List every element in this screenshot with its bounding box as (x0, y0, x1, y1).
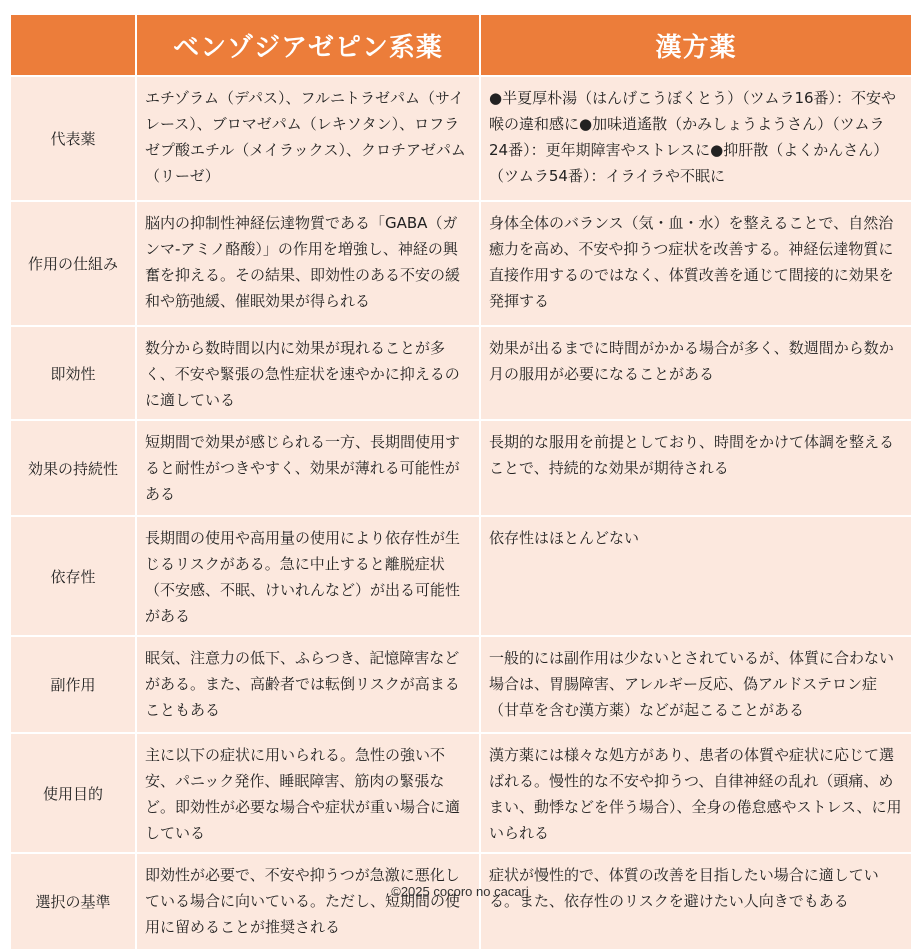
benzo-cell: 眠気、注意力の低下、ふらつき、記憶障害などがある。また、高齢者では転倒リスクが高まることもある (136, 636, 480, 733)
benzo-cell: エチゾラム（デパス）、フルニトラゼパム（サイレース）、ブロマゼパム（レキソタン）、ロフラゼプ酸エチル（メイラックス）、クロチアゼパム（リーゼ） (136, 76, 480, 201)
table-row (10, 76, 912, 201)
header-row (10, 14, 912, 76)
benzo-cell: 数分から数時間以内に効果が現れることが多く、不安や緊張の急性症状を速やかに抑えるのに適している (136, 326, 480, 420)
comparison-table-container (9, 13, 911, 951)
kampo-cell: ●半夏厚朴湯（はんげこうぼくとう）（ツムラ16番）：不安や喉の違和感に●加味逍遙散（かみしょうようさん）（ツムラ24番）：更年期障害やストレスに●抑肝散（よくかんさん）（ツムラ54番）：イライラや不眠に (480, 76, 912, 201)
row-label: 効果の持続性 (10, 420, 136, 516)
benzo-cell: 短期間で効果が感じられる一方、長期間使用すると耐性がつきやすく、効果が薄れる可能性がある (136, 420, 480, 516)
table-row (10, 420, 912, 516)
row-label: 依存性 (10, 516, 136, 636)
row-label: 作用の仕組み (10, 201, 136, 326)
copyright-footer: ©2025 cocoro no cacari (391, 884, 529, 899)
row-label: 代表薬 (10, 76, 136, 201)
table-row (10, 733, 912, 853)
table-row (10, 853, 912, 950)
kampo-cell: 長期的な服用を前提としており、時間をかけて体調を整えることで、持続的な効果が期待される (480, 420, 912, 516)
kampo-cell: 依存性はほとんどない (480, 516, 912, 636)
row-label: 副作用 (10, 636, 136, 733)
row-label: 使用目的 (10, 733, 136, 853)
kampo-cell: 身体全体のバランス（気・血・水）を整えることで、自然治癒力を高め、不安や抑うつ症状を改善する。神経伝達物質に直接作用するのではなく、体質改善を通じて間接的に効果を発揮する (480, 201, 912, 326)
kampo-cell: 漢方薬には様々な処方があり、患者の体質や症状に応じて選ばれる。慢性的な不安や抑うつ、自律神経の乱れ（頭痛、めまい、動悸などを伴う場合）、全身の倦怠感やストレス、に用いられる (480, 733, 912, 853)
table-row (10, 201, 912, 326)
table-row (10, 636, 912, 733)
header-benzodiazepine: ベンゾジアゼピン系薬 (136, 14, 480, 76)
kampo-cell: 症状が慢性的で、体質の改善を目指したい場合に適している。また、依存性のリスクを避けたい人向きでもある (480, 853, 912, 950)
benzo-cell: 長期間の使用や高用量の使用により依存性が生じるリスクがある。急に中止すると離脱症状（不安感、不眠、けいれんなど）が出る可能性がある (136, 516, 480, 636)
table-row (10, 326, 912, 420)
row-label: 即効性 (10, 326, 136, 420)
kampo-cell: 効果が出るまでに時間がかかる場合が多く、数週間から数か月の服用が必要になることがある (480, 326, 912, 420)
header-kampo: 漢方薬 (480, 14, 912, 76)
header-corner (10, 14, 136, 76)
table-row (10, 516, 912, 636)
benzo-cell: 脳内の抑制性神経伝達物質である「GABA（ガンマ-アミノ酪酸）」の作用を増強し、神経の興奮を抑える。その結果、即効性のある不安の緩和や筋弛緩、催眠効果が得られる (136, 201, 480, 326)
row-label: 選択の基準 (10, 853, 136, 950)
benzo-cell: 即効性が必要で、不安や抑うつが急激に悪化している場合に向いている。ただし、短期間の使用に留めることが推奨される (136, 853, 480, 950)
comparison-table (9, 13, 913, 951)
benzo-cell: 主に以下の症状に用いられる。急性の強い不安、パニック発作、睡眠障害、筋肉の緊張など。即効性が必要な場合や症状が重い場合に適している (136, 733, 480, 853)
kampo-cell: 一般的には副作用は少ないとされているが、体質に合わない場合は、胃腸障害、アレルギー反応、偽アルドステロン症（甘草を含む漢方薬）などが起こることがある (480, 636, 912, 733)
